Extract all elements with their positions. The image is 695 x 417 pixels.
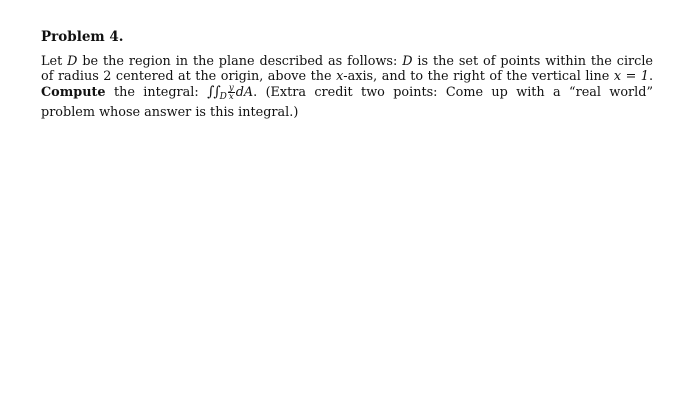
fraction-numerator: y	[228, 83, 234, 93]
integral-region-subscript: D	[219, 92, 227, 102]
math-var-d: D	[67, 54, 78, 69]
statement-text: be the region in the plane described as follows:	[77, 54, 403, 69]
math-equation-x-equals-1: x = 1	[613, 69, 649, 84]
problem-document	[41, 28, 653, 120]
compute-keyword: Compute	[41, 85, 106, 100]
math-var-d: D	[402, 54, 413, 69]
statement-text: Let	[41, 54, 68, 69]
double-integral-sign: ∫∫	[207, 84, 220, 100]
statement-text: .	[648, 69, 654, 84]
fraction-y-over-x	[228, 84, 235, 101]
math-var-x: x	[336, 69, 344, 84]
fraction-denominator: x	[228, 92, 234, 102]
area-differential: dA	[235, 85, 254, 100]
statement-text: -axis, and to the right of the vertical line	[343, 69, 614, 84]
statement-text: is the set of points within the circle of radius 2 centered at the origin, above the	[41, 54, 653, 84]
problem-statement	[41, 54, 653, 120]
problem-heading: Problem 4.	[41, 29, 124, 45]
statement-text: the integral:	[105, 85, 208, 100]
statement-text: . (Extra credit two points: Come up with a “real world” problem whose answer is this integral.)	[41, 85, 653, 120]
